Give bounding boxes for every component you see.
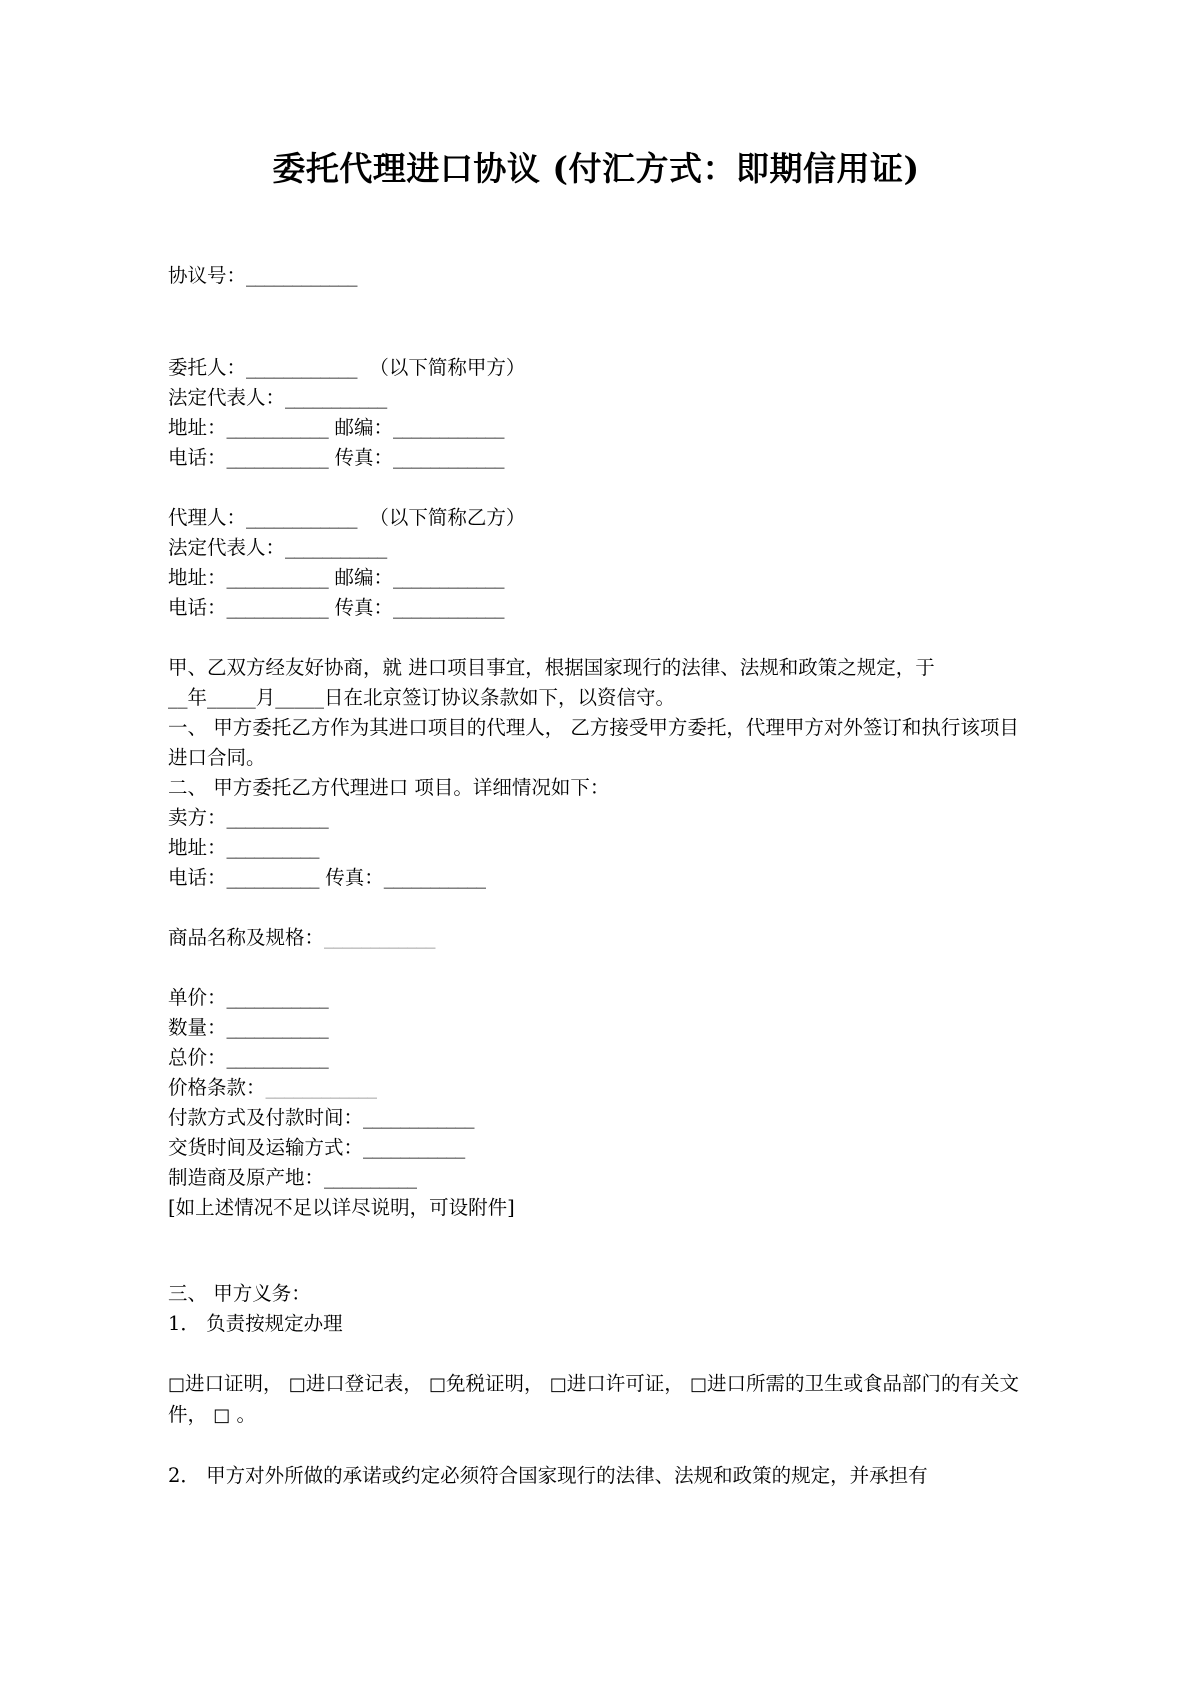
principal-name-line (168, 353, 1024, 383)
agreement-number-line (168, 261, 1024, 291)
checkbox-import-license-label: 进口许可证， (566, 1372, 684, 1396)
total-price-line (168, 1043, 1024, 1073)
seller-address-line (168, 833, 1024, 863)
agent-postcode-blank[interactable]: ____________ (392, 566, 504, 590)
agent-fax-label: 传真： (334, 596, 393, 620)
checkbox-icon: □ (288, 1374, 306, 1396)
spacer (168, 1339, 1024, 1369)
document-content (168, 0, 1024, 1491)
agent-postcode-label: 邮编： (334, 566, 393, 590)
payment-terms-label: 付款方式及付款时间： (168, 1106, 364, 1130)
principal-address-blank[interactable]: ___________ (226, 416, 329, 440)
principal-name-blank[interactable]: ____________ (246, 356, 358, 380)
clause-1-text: 一、 甲方委托乙方作为其进口项目的代理人， 乙方接受甲方委托，代理甲方对外签订和执行该项目进口合同。 (168, 716, 1019, 770)
checkbox-import-certificate-label: 进口证明， (185, 1372, 283, 1396)
quantity-line (168, 1013, 1024, 1043)
checkbox-icon: □ (689, 1374, 707, 1396)
delivery-terms-blank[interactable]: ___________ (363, 1136, 465, 1160)
checkbox-tax-exemption-label: 免税证明， (445, 1372, 544, 1396)
clause-3-heading: 三、 甲方义务： (168, 1282, 311, 1306)
spacer (168, 623, 1024, 653)
principal-fax-blank[interactable]: ____________ (392, 446, 504, 470)
total-price-label: 总价： (168, 1046, 227, 1070)
spacer (168, 1431, 1024, 1461)
spacer (168, 893, 1024, 923)
agent-phone-line (168, 593, 1024, 623)
agent-legal-rep-line (168, 533, 1024, 563)
payment-terms-blank[interactable]: ____________ (363, 1106, 475, 1130)
principal-block (168, 353, 1024, 473)
agent-name-line (168, 503, 1024, 533)
attachment-note: [如上述情况不足以详尽说明，可设附件] (168, 1196, 515, 1220)
payment-terms-line (168, 1103, 1024, 1133)
checkbox-import-license[interactable] (550, 1372, 684, 1395)
checkbox-icon: □ (213, 1405, 231, 1427)
clause-3-item-2: 2． 甲方对外所做的承诺或约定必须符合国家现行的法律、法规和政策的规定，并承担有 (168, 1464, 928, 1488)
principal-name-label: 委托人： (168, 356, 247, 380)
seller-label: 卖方： (168, 806, 227, 830)
agent-address-blank[interactable]: ___________ (226, 566, 329, 590)
price-terms-line (168, 1073, 1024, 1103)
checkbox-health-food-documents-label: 进口所需的卫生或食品部门的有关文件， (168, 1372, 1019, 1427)
goods-name-spec-label: 商品名称及规格： (168, 926, 325, 950)
seller-phone-blank[interactable]: __________ (226, 866, 320, 890)
checkbox-import-registration-label: 进口登记表， (305, 1372, 423, 1396)
preamble-line-2: __年_____月_____日在北京签订协议条款如下，以资信守。 (168, 686, 676, 710)
spacer (168, 953, 1024, 983)
manufacturer-origin-label: 制造商及原产地： (168, 1166, 325, 1190)
spacer (168, 1223, 1024, 1279)
page-title: 委托代理进口协议 (付汇方式：即期信用证) (272, 149, 920, 188)
checkbox-import-certificate[interactable] (168, 1372, 283, 1395)
seller-address-label: 地址： (168, 836, 227, 860)
quantity-label: 数量： (168, 1016, 227, 1040)
goods-name-spec-line (168, 923, 1024, 953)
agent-address-line (168, 563, 1024, 593)
spacer (168, 189, 1024, 261)
agent-address-label: 地址： (168, 566, 227, 590)
seller-fax-blank[interactable]: ___________ (383, 866, 486, 890)
agreement-number-label: 协议号： (168, 264, 247, 288)
principal-address-line (168, 413, 1024, 443)
clause-2-heading: 二、 甲方委托乙方代理进口 项目。详细情况如下： (168, 776, 610, 800)
agent-name-label: 代理人： (168, 506, 247, 530)
unit-price-blank[interactable]: ___________ (226, 986, 329, 1010)
manufacturer-origin-blank[interactable]: __________ (324, 1166, 417, 1190)
principal-postcode-label: 邮编： (334, 416, 393, 440)
spacer (168, 473, 1024, 503)
agent-fax-blank[interactable]: ____________ (392, 596, 504, 620)
agent-phone-blank[interactable]: ___________ (226, 596, 329, 620)
principal-legal-rep-line (168, 383, 1024, 413)
checkbox-other[interactable] (213, 1403, 256, 1426)
principal-phone-line (168, 443, 1024, 473)
agent-phone-label: 电话： (168, 596, 227, 620)
seller-blank[interactable]: ___________ (226, 806, 329, 830)
principal-address-label: 地址： (168, 416, 227, 440)
seller-fax-label: 传真： (325, 866, 384, 890)
checkbox-import-registration[interactable] (289, 1372, 423, 1395)
manufacturer-origin-line (168, 1163, 1024, 1193)
checkbox-icon: □ (549, 1374, 567, 1396)
checkbox-icon: □ (428, 1374, 446, 1396)
import-documents-checkbox-list (168, 1369, 1024, 1431)
checkbox-icon: □ (168, 1374, 186, 1396)
principal-fax-label: 传真： (334, 446, 393, 470)
agent-legal-rep-blank[interactable]: ___________ (285, 536, 387, 560)
delivery-terms-line (168, 1133, 1024, 1163)
checkbox-other-label: 。 (236, 1403, 256, 1427)
delivery-terms-label: 交货时间及运输方式： (168, 1136, 364, 1160)
agent-legal-rep-label: 法定代表人： (168, 536, 286, 560)
spacer (168, 291, 1024, 353)
agent-name-blank[interactable]: ____________ (246, 506, 358, 530)
agreement-number-blank[interactable]: ____________ (246, 264, 358, 288)
seller-phone-label: 电话： (168, 866, 227, 890)
total-price-blank[interactable]: ___________ (226, 1046, 329, 1070)
agent-block (168, 503, 1024, 623)
principal-legal-rep-label: 法定代表人： (168, 386, 286, 410)
goods-name-spec-blank[interactable]: ____________ (324, 926, 436, 950)
clause-3-item-1: 1． 负责按规定办理 (168, 1312, 343, 1336)
principal-legal-rep-blank[interactable]: ___________ (285, 386, 387, 410)
unit-price-label: 单价： (168, 986, 227, 1010)
seller-address-blank[interactable]: __________ (226, 836, 320, 860)
principal-postcode-blank[interactable]: ____________ (392, 416, 504, 440)
seller-line (168, 803, 1024, 833)
preamble-line-1: 甲、乙双方经友好协商，就 进口项目事宜，根据国家现行的法律、法规和政策之规定，于 (168, 656, 935, 680)
checkbox-tax-exemption[interactable] (429, 1372, 544, 1395)
quantity-blank[interactable]: ___________ (226, 1016, 329, 1040)
agent-name-suffix: （以下简称乙方） (369, 506, 526, 530)
principal-phone-blank[interactable]: ___________ (226, 446, 329, 470)
principal-phone-label: 电话： (168, 446, 227, 470)
price-terms-label: 价格条款： (168, 1076, 266, 1100)
price-terms-blank[interactable]: ____________ (265, 1076, 377, 1100)
unit-price-line (168, 983, 1024, 1013)
principal-name-suffix: （以下简称甲方） (369, 356, 526, 380)
seller-phone-line (168, 863, 1024, 893)
